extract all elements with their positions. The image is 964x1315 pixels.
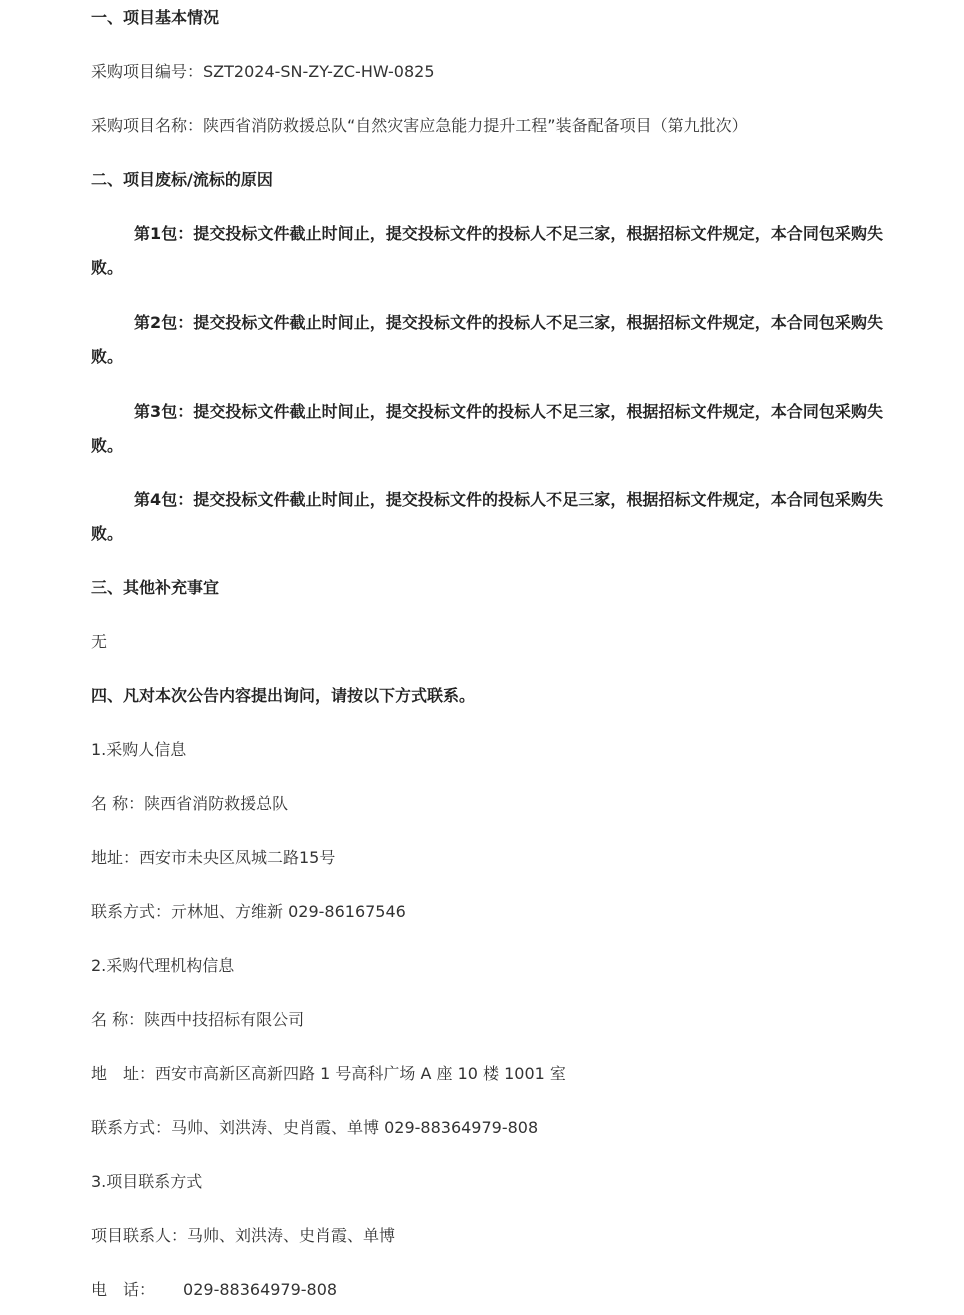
agency-address-row [91, 1064, 566, 1084]
purchaser-address: 地址：西安市未央区凤城二路15号 [91, 848, 336, 867]
project-contact-phone-row [91, 1280, 337, 1300]
project-number-value: SZT2024-SN-ZY-ZC-HW-0825 [203, 62, 435, 81]
project-name-row [91, 116, 748, 136]
section2-heading: 二、项目废标/流标的原因 [91, 170, 273, 189]
phone-label-1: 电 [91, 1280, 108, 1299]
package-4-reason: 第4包：提交投标文件截止时间止，提交投标文件的投标人不足三家，根据招标文件规定，本合同包采购失败。 [91, 490, 883, 543]
phone-label-2: 话： [123, 1280, 156, 1299]
phone-value: 029-88364979-808 [183, 1280, 338, 1299]
package-3-reason: 第3包：提交投标文件截止时间止，提交投标文件的投标人不足三家，根据招标文件规定，本合同包采购失败。 [91, 402, 883, 455]
section4-heading: 四、凡对本次公告内容提出询问，请按以下方式联系。 [91, 686, 476, 705]
project-contact-person: 项目联系人：马帅、刘洪涛、史肖霞、单博 [91, 1226, 396, 1245]
package-1-reason: 第1包：提交投标文件截止时间止，提交投标文件的投标人不足三家，根据招标文件规定，本合同包采购失败。 [91, 224, 883, 277]
agency-contact: 联系方式：马帅、刘洪涛、史肖霞、单博 029-88364979-808 [91, 1118, 539, 1137]
purchaser-contact: 联系方式：亓林旭、方维新 029-86167546 [91, 902, 406, 921]
project-name-label: 采购项目名称： [91, 116, 204, 135]
project-name-value: 陕西省消防救援总队“自然灾害应急能力提升工程”装备配备项目（第九批次） [203, 116, 748, 135]
section3-heading: 三、其他补充事宜 [91, 578, 220, 597]
agency-address-value: 西安市高新区高新四路 1 号高科广场 A 座 10 楼 1001 室 [155, 1064, 566, 1083]
purchaser-info-title: 1.采购人信息 [91, 740, 187, 759]
package-2-reason: 第2包：提交投标文件截止时间止，提交投标文件的投标人不足三家，根据招标文件规定，本合同包采购失败。 [91, 313, 883, 366]
agency-info-title: 2.采购代理机构信息 [91, 956, 235, 975]
project-number-label: 采购项目编号： [91, 62, 204, 81]
agency-name: 名 称：陕西中技招标有限公司 [91, 1010, 305, 1029]
project-number-row [91, 62, 435, 82]
purchaser-name: 名 称：陕西省消防救援总队 [91, 794, 289, 813]
project-contact-title: 3.项目联系方式 [91, 1172, 203, 1191]
agency-address-label-2: 址： [123, 1064, 156, 1083]
section1-heading: 一、项目基本情况 [91, 8, 220, 27]
agency-address-label-1: 地 [91, 1064, 108, 1083]
section3-content: 无 [91, 632, 108, 651]
